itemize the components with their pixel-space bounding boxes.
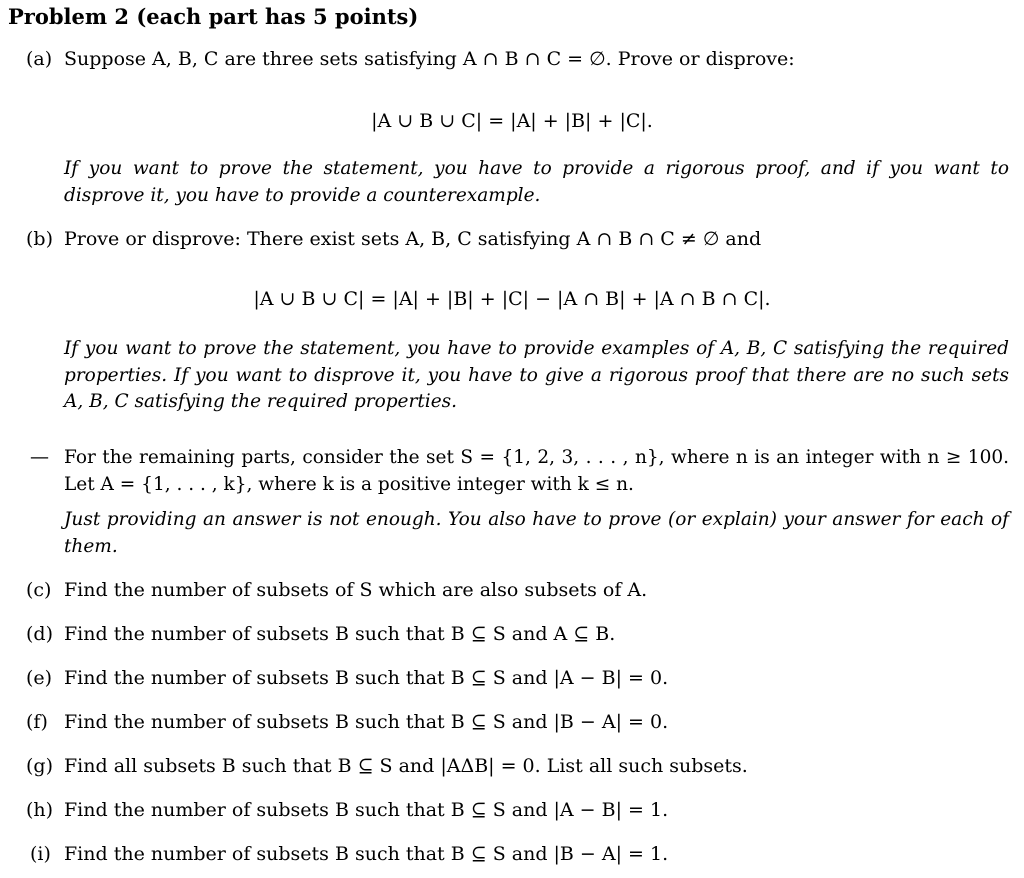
remaining-instruction: Just providing an answer is not enough. You also have to prove (or explain) your answer for each of them. bbox=[64, 509, 1009, 557]
part-a-instruction: If you want to prove the statement, you have to provide a rigorous proof, and if you want to disprove it, you have to provide a counterexample. bbox=[64, 158, 1009, 206]
part-g-label: (g) bbox=[26, 755, 53, 777]
part-a-text: Suppose A, B, C are three sets satisfying A ∩ B ∩ C = ∅. Prove or disprove: bbox=[64, 48, 795, 70]
part-i-label: (i) bbox=[30, 843, 51, 865]
part-i-text: Find the number of subsets B such that B ⊆ S and |B − A| = 1. bbox=[64, 843, 669, 865]
part-c-text: Find the number of subsets of S which are also subsets of A. bbox=[64, 579, 648, 601]
part-h-label: (h) bbox=[26, 799, 54, 821]
part-b-equation: |A ∪ B ∪ C| = |A| + |B| + |C| − |A ∩ B| + |A ∩ B ∩ C|. bbox=[253, 288, 771, 310]
part-f-label: (f) bbox=[26, 711, 48, 733]
part-e-label: (e) bbox=[26, 667, 53, 689]
remaining-dash: — bbox=[30, 446, 49, 468]
part-a-label: (a) bbox=[26, 48, 53, 70]
part-d-label: (d) bbox=[26, 623, 53, 645]
part-f-text: Find the number of subsets B such that B ⊆ S and |B − A| = 0. bbox=[64, 711, 669, 733]
part-h-text: Find the number of subsets B such that B ⊆ S and |A − B| = 1. bbox=[64, 799, 669, 821]
part-e-text: Find the number of subsets B such that B ⊆ S and |A − B| = 0. bbox=[64, 667, 669, 689]
part-b-text: Prove or disprove: There exist sets A, B, C satisfying A ∩ B ∩ C ≠ ∅ and bbox=[64, 228, 762, 250]
part-g-text: Find all subsets B such that B ⊆ S and |AΔB| = 0. List all such subsets. bbox=[64, 755, 748, 777]
part-b-instruction: If you want to prove the statement, you have to provide examples of A, B, C satisfying the required properties. If you want to disprove it, you have to give a rigorous proof that there are no such sets A, B, C satisfying the required properties. bbox=[64, 338, 1009, 412]
problem-title: Problem 2 (each part has 5 points) bbox=[8, 4, 419, 29]
part-b-label: (b) bbox=[26, 228, 53, 250]
part-d-text: Find the number of subsets B such that B ⊆ S and A ⊆ B. bbox=[64, 623, 616, 645]
part-a-equation: |A ∪ B ∪ C| = |A| + |B| + |C|. bbox=[371, 110, 653, 132]
part-c-label: (c) bbox=[26, 579, 52, 601]
remaining-intro-text: For the remaining parts, consider the set S = {1, 2, 3, . . . , n}, where n is an integer with n ≥ 100. Let A = {1, . . . , k}, where k is a positive integer with k ≤ n. bbox=[64, 447, 1009, 495]
